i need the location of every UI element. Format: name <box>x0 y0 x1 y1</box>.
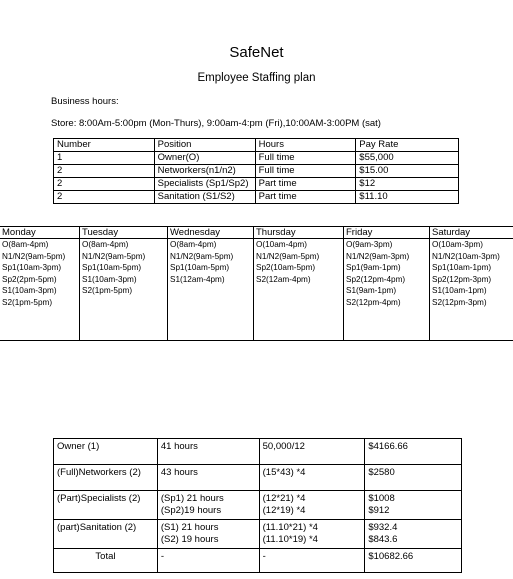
shift: Sp2(10am-5pm) <box>256 263 316 273</box>
shift: S1(10am-3pm) <box>2 286 57 296</box>
cell-position: Sanitation (S1/S2) <box>154 191 255 204</box>
cell-hours: 43 hours <box>157 465 259 491</box>
shift: N1/N2(9am-5pm) <box>2 251 66 261</box>
cell-hours: Full time <box>255 165 356 178</box>
cell-number: 2 <box>54 178 155 191</box>
table-row <box>54 165 459 178</box>
cell-pay-rate: $11.10 <box>356 191 459 204</box>
shift: S1(10am-3pm) <box>82 274 137 284</box>
cell-calc: (12*21) *4 (12*19) *4 <box>259 491 365 520</box>
document-title: SafeNet <box>229 44 284 61</box>
shift: Sp1(10am-1pm) <box>432 263 492 273</box>
shift: O(10am-4pm) <box>256 240 307 249</box>
cell-hours: Part time <box>255 178 356 191</box>
table-row <box>54 465 462 491</box>
day-shifts <box>430 239 513 309</box>
table-row <box>54 191 459 204</box>
day-name: Monday <box>0 227 79 239</box>
shift: Sp1(10am-3pm) <box>2 263 62 273</box>
shift: Sp1(10am-5pm) <box>82 263 142 273</box>
cell-position: Networkers(n1/n2) <box>154 165 255 178</box>
cell-pay-rate: $55,000 <box>356 152 459 165</box>
cell-hours: 41 hours <box>157 439 259 465</box>
shift: S2(12pm-3pm) <box>432 297 487 307</box>
shift: S1(12am-4pm) <box>170 274 225 284</box>
day-shifts <box>168 239 253 285</box>
table-row <box>54 520 462 549</box>
cell-calc: 50,000/12 <box>259 439 365 465</box>
shift: S1(10am-1pm) <box>432 286 487 296</box>
total-label: Total <box>54 549 158 573</box>
day-name: Thursday <box>254 227 343 239</box>
total-row <box>54 549 462 573</box>
day-monday <box>0 227 79 340</box>
day-name: Saturday <box>430 227 513 239</box>
column-divider <box>253 227 254 340</box>
shift: O(9am-3pm) <box>346 240 393 249</box>
cell-role: Owner (1) <box>54 439 158 465</box>
shift: O(8am-4pm) <box>170 240 217 249</box>
cell-position: Owner(O) <box>154 152 255 165</box>
header-number: Number <box>54 139 155 152</box>
total-hours: - <box>157 549 259 573</box>
cell-pay-rate: $15.00 <box>356 165 459 178</box>
shift: O(8am-4pm) <box>82 240 129 249</box>
cell-cost: $2580 <box>365 465 462 491</box>
cell-hours: (S1) 21 hours (S2) 19 hours <box>157 520 259 549</box>
positions-header-row <box>54 139 459 152</box>
cell-hours: Part time <box>255 191 356 204</box>
cell-cost: $4166.66 <box>365 439 462 465</box>
total-calc: - <box>259 549 365 573</box>
shift: S2(12am-4pm) <box>256 274 311 284</box>
day-shifts <box>0 239 79 309</box>
cell-cost: $932.4 $843.6 <box>365 520 462 549</box>
total-cost: $10682.66 <box>365 549 462 573</box>
shift: Sp2(12pm-4pm) <box>346 274 406 284</box>
cell-number: 2 <box>54 191 155 204</box>
day-friday <box>344 227 429 340</box>
table-row <box>54 178 459 191</box>
shift: N1/N2(10am-3pm) <box>432 251 500 261</box>
cell-calc: (11.10*21) *4 (11.10*19) *4 <box>259 520 365 549</box>
header-position: Position <box>154 139 255 152</box>
cell-hours: (Sp1) 21 hours (Sp2)19 hours <box>157 491 259 520</box>
shift: N1/N2(9am-3pm) <box>346 251 410 261</box>
table-row <box>54 439 462 465</box>
day-shifts <box>344 239 429 309</box>
business-hours-label: Business hours: <box>51 96 119 107</box>
shift: S1(9am-1pm) <box>346 286 397 296</box>
header-pay-rate: Pay Rate <box>356 139 459 152</box>
shift: Sp1(10am-5pm) <box>170 263 230 273</box>
shift: O(10am-3pm) <box>432 240 483 249</box>
cell-role: (Part)Specialists (2) <box>54 491 158 520</box>
day-shifts <box>254 239 343 285</box>
shift: N1/N2(9am-5pm) <box>170 251 234 261</box>
column-divider <box>343 227 344 340</box>
day-thursday <box>254 227 343 340</box>
cell-number: 1 <box>54 152 155 165</box>
shift: N1/N2(9am-5pm) <box>82 251 146 261</box>
day-wednesday <box>168 227 253 340</box>
day-name: Tuesday <box>80 227 167 239</box>
weekly-schedule <box>0 226 513 341</box>
shift: N1/N2(9am-5pm) <box>256 251 320 261</box>
header-hours: Hours <box>255 139 356 152</box>
table-row <box>54 491 462 520</box>
cell-pay-rate: $12 <box>356 178 459 191</box>
column-divider <box>167 227 168 340</box>
cell-role: (Full)Networkers (2) <box>54 465 158 491</box>
shift: Sp2(12pm-3pm) <box>432 274 492 284</box>
day-saturday <box>430 227 513 340</box>
positions-table <box>53 138 459 204</box>
column-divider <box>429 227 430 340</box>
table-row <box>54 152 459 165</box>
shift: S2(12pm-4pm) <box>346 297 401 307</box>
day-name: Friday <box>344 227 429 239</box>
shift: Sp2(2pm-5pm) <box>2 274 57 284</box>
cell-calc: (15*43) *4 <box>259 465 365 491</box>
shift: O(8am-4pm) <box>2 240 49 249</box>
day-tuesday <box>80 227 167 340</box>
column-divider <box>79 227 80 340</box>
cell-cost: $1008 $912 <box>365 491 462 520</box>
cell-role: (part)Sanitation (2) <box>54 520 158 549</box>
cell-position: Specialists (Sp1/Sp2) <box>154 178 255 191</box>
document-subtitle: Employee Staffing plan <box>197 72 316 84</box>
day-shifts <box>80 239 167 297</box>
shift: S2(1pm-5pm) <box>2 297 53 307</box>
cell-number: 2 <box>54 165 155 178</box>
cost-table <box>53 438 462 573</box>
day-name: Wednesday <box>168 227 253 239</box>
cell-hours: Full time <box>255 152 356 165</box>
shift: Sp1(9am-1pm) <box>346 263 401 273</box>
store-hours: Store: 8:00Am-5:00pm (Mon-Thurs), 9:00am-4:pm (Fri),10:00AM-3:00PM (sat) <box>51 118 381 129</box>
shift: S2(1pm-5pm) <box>82 286 133 296</box>
